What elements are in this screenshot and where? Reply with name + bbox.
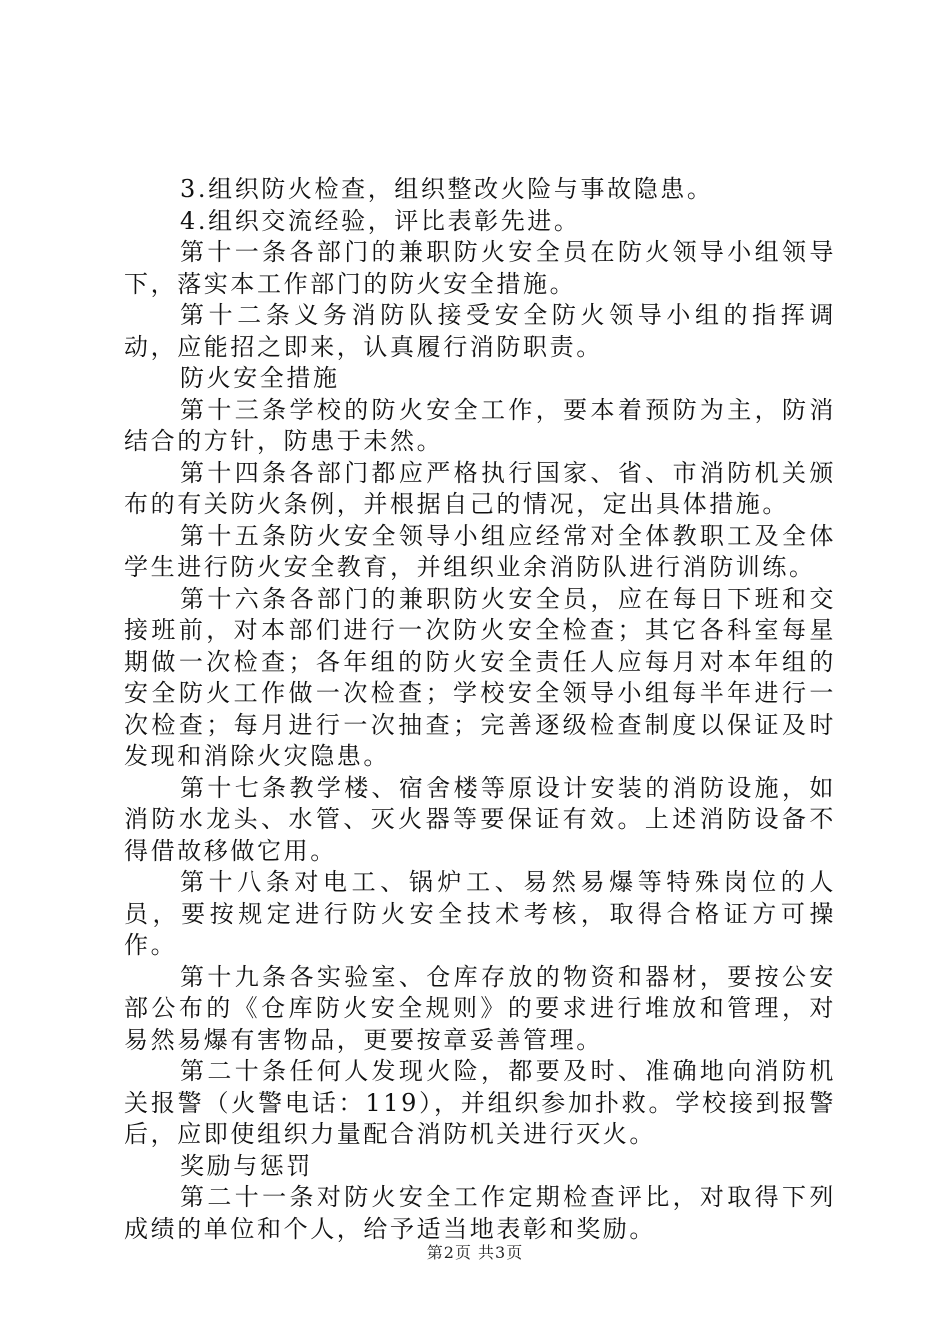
page-footer: 第2页 共3页: [426, 1243, 524, 1262]
paragraph: 第十二条义务消防队接受安全防火领导小组的指挥调动，应能招之即来，认真履行消防职责。: [124, 301, 836, 361]
section-heading: 防火安全措施: [180, 364, 340, 392]
paragraph: 第十八条对电工、锅炉工、易然易爆等特殊岗位的人员，要按规定进行防火安全技术考核，取得合格证方可操作。: [124, 868, 836, 959]
paragraph: 第二十条任何人发现火险，都要及时、准确地向消防机关报警（火警电话：119），并组织参加扑救。学校接到报警后，应即使组织力量配合消防机关进行灭火。: [124, 1057, 836, 1148]
paragraph: 4.组织交流经验，评比表彰先进。: [180, 206, 581, 235]
paragraph: 第十四条各部门都应严格执行国家、省、市消防机关颁布的有关防火条例，并根据自己的情况，定出具体措施。: [124, 458, 836, 518]
paragraph: 3.组织防火检查，组织整改火险与事故隐患。: [180, 175, 714, 203]
paragraph: 第十一条各部门的兼职防火安全员在防火领导小组领导下，落实本工作部门的防火安全措施。: [124, 238, 836, 298]
paragraph: 第十五条防火安全领导小组应经常对全体教职工及全体学生进行防火安全教育，并组织业余消防队进行消防训练。: [124, 521, 836, 581]
paragraph: 第十九条各实验室、仓库存放的物资和器材，要按公安部公布的《仓库防火安全规则》的要求进行堆放和管理，对易然易爆有害物品，更要按章妥善管理。: [124, 962, 836, 1054]
paragraph: 第二十一条对防火安全工作定期检查评比，对取得下列成绩的单位和个人，给予适当地表彰和奖励。: [124, 1183, 836, 1243]
section-heading: 奖励与惩罚: [180, 1151, 313, 1180]
paragraph: 第十六条各部门的兼职防火安全员，应在每日下班和交接班前，对本部们进行一次防火安全检查；其它各科室每星期做一次检查；各年组的防火安全责任人应每月对本年组的安全防火工作做一次检查；学校安全领导小组每半年进行一次检查；每月进行一次抽查；完善逐级检查制度以保证及时发现和消除火灾隐患。: [124, 584, 836, 770]
paragraph: 第十七条教学楼、宿舍楼等原设计安装的消防设施，如消防水龙头、水管、灭火器等要保证有效。上述消防设备不得借故移做它用。: [124, 773, 836, 865]
document-body: [124, 174, 836, 1245]
paragraph: 第十三条学校的防火安全工作，要本着预防为主，防消结合的方针，防患于未然。: [124, 395, 836, 455]
